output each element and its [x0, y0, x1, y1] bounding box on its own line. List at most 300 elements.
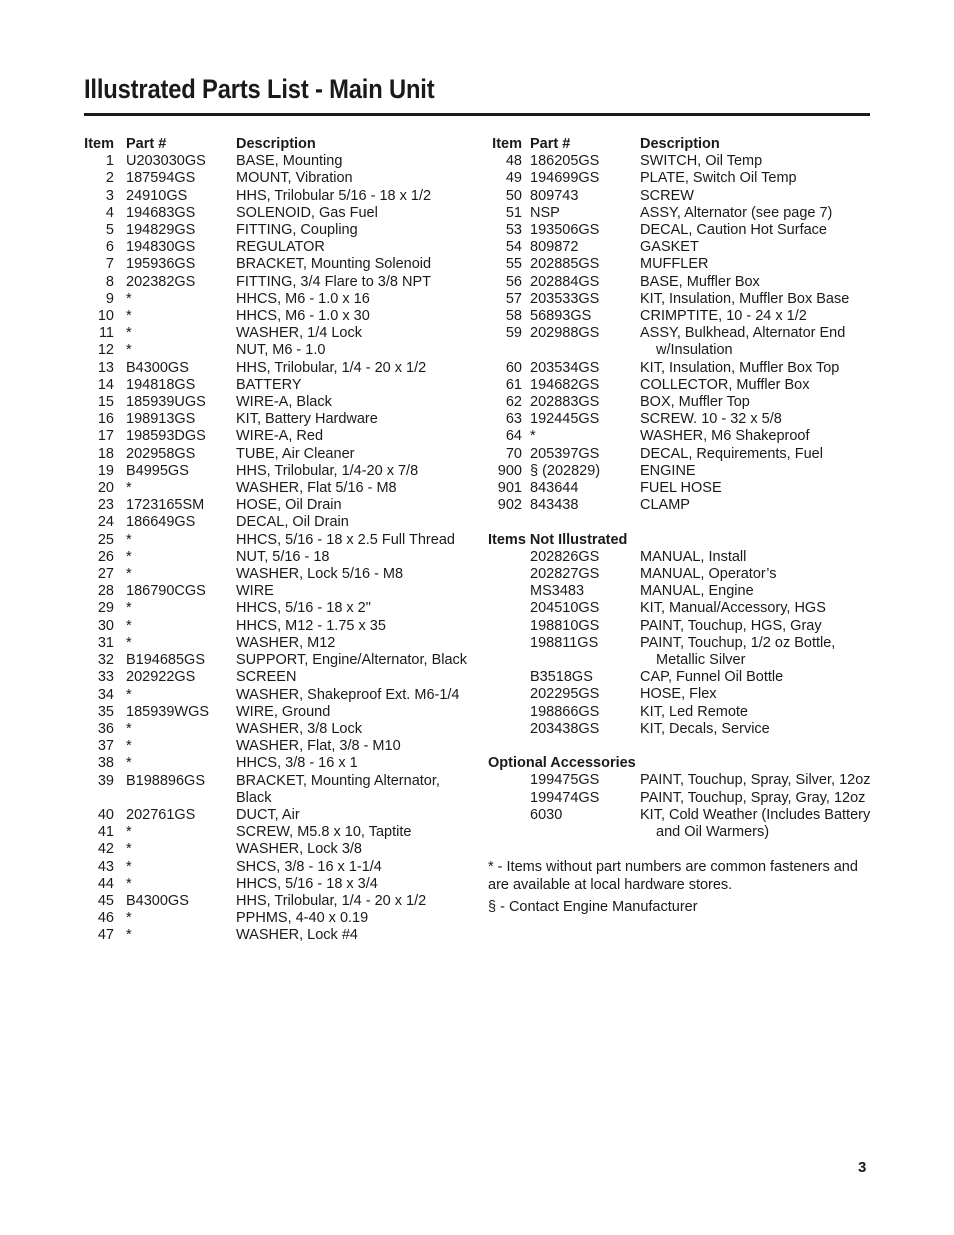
- part-description: SCREW: [640, 187, 694, 204]
- part-description: HHCS, 5/16 - 18 x 2.5 Full Thread: [236, 531, 455, 548]
- part-number: 186649GS: [126, 514, 196, 531]
- item-number: 70: [505, 445, 522, 462]
- optional-accessories-heading: Optional Accessories: [488, 755, 636, 772]
- part-description: MANUAL, Install: [640, 548, 747, 565]
- parts-column-right: [488, 136, 873, 920]
- item-number: 19: [97, 462, 114, 479]
- table-row: [84, 618, 464, 635]
- part-number: 202922GS: [126, 669, 196, 686]
- table-row: [488, 308, 873, 325]
- item-number: 41: [97, 824, 114, 841]
- table-row: [84, 170, 464, 187]
- part-description: HHS, Trilobular, 1/4 - 20 x 1/2: [236, 892, 427, 909]
- part-description: KIT, Cold Weather (Includes Battery: [640, 806, 871, 823]
- part-number: 202884GS: [530, 273, 600, 290]
- part-description: BOX, Muffler Top: [640, 394, 750, 411]
- part-description: KIT, Led Remote: [640, 703, 748, 720]
- part-description: HHCS, 5/16 - 18 x 3/4: [236, 875, 378, 892]
- table-row: [488, 188, 873, 205]
- item-number: 902: [497, 497, 522, 514]
- item-number: 58: [505, 308, 522, 325]
- part-description: WASHER, 1/4 Lock: [236, 325, 362, 342]
- table-header: [488, 136, 873, 153]
- part-number: 199474GS: [530, 789, 600, 806]
- table-row: [84, 566, 464, 583]
- table-row: [84, 859, 464, 876]
- part-number: *: [126, 720, 132, 737]
- item-number: 4: [105, 204, 114, 221]
- table-row: [84, 807, 464, 824]
- table-header: [84, 136, 464, 153]
- part-number: 198913GS: [126, 411, 196, 428]
- part-description: SHCS, 3/8 - 16 x 1-1/4: [236, 858, 382, 875]
- item-number: 23: [97, 497, 114, 514]
- part-description: WIRE: [236, 583, 274, 600]
- part-description: KIT, Battery Hardware: [236, 411, 378, 428]
- table-row: [488, 669, 873, 686]
- part-number: *: [126, 875, 132, 892]
- item-number: 34: [97, 686, 114, 703]
- table-row: [84, 188, 464, 205]
- part-description: WASHER, M12: [236, 634, 336, 651]
- part-number: *: [126, 858, 132, 875]
- part-number: *: [126, 342, 132, 359]
- item-number: 51: [505, 204, 522, 221]
- header-part: Part #: [530, 136, 571, 152]
- table-row: [84, 773, 464, 790]
- header-item: Item: [492, 136, 522, 152]
- item-number: 57: [505, 290, 522, 307]
- part-description: HOSE, Oil Drain: [236, 497, 342, 514]
- part-description: CLAMP: [640, 497, 690, 514]
- table-row: [84, 600, 464, 617]
- part-number: B198896GS: [126, 772, 206, 789]
- item-number: 40: [97, 806, 114, 823]
- part-number: § (202829): [530, 462, 601, 479]
- item-number: 26: [97, 548, 114, 565]
- header-description: Description: [640, 136, 720, 152]
- part-description: WASHER, 3/8 Lock: [236, 720, 362, 737]
- part-number: 186790CGS: [126, 583, 206, 600]
- part-description: WIRE, Ground: [236, 703, 331, 720]
- not-illustrated-list: [488, 549, 873, 738]
- part-description: WASHER, Shakeproof Ext. M6-1/4: [236, 686, 460, 703]
- table-row: [488, 549, 873, 566]
- part-description: FITTING, 3/4 Flare to 3/8 NPT: [236, 273, 431, 290]
- table-row: [84, 205, 464, 222]
- part-description: FUEL HOSE: [640, 480, 722, 497]
- parts-list-right: [488, 153, 873, 514]
- part-number: *: [126, 824, 132, 841]
- parts-column-left: [84, 136, 468, 945]
- item-number: 63: [505, 411, 522, 428]
- table-row: [488, 583, 873, 600]
- part-description: PLATE, Switch Oil Temp: [640, 170, 797, 187]
- table-row: [488, 600, 873, 617]
- table-row: [84, 325, 464, 342]
- table-row: [84, 549, 464, 566]
- part-description: KIT, Insulation, Muffler Box Base: [640, 290, 850, 307]
- part-number: 204510GS: [530, 600, 600, 617]
- part-description: KIT, Insulation, Muffler Box Top: [640, 359, 840, 376]
- item-number: 28: [97, 583, 114, 600]
- part-description: MANUAL, Engine: [640, 583, 754, 600]
- table-row: [488, 360, 873, 377]
- part-description: DUCT, Air: [236, 806, 300, 823]
- item-number: 30: [97, 617, 114, 634]
- table-row: [84, 463, 464, 480]
- part-description: DECAL, Oil Drain: [236, 514, 349, 531]
- table-row: [84, 755, 464, 772]
- item-number: 12: [97, 342, 114, 359]
- part-description: HHCS, M12 - 1.75 x 35: [236, 617, 386, 634]
- part-number: 809872: [530, 239, 579, 256]
- item-number: 8: [105, 273, 114, 290]
- part-number: 202885GS: [530, 256, 600, 273]
- header-description: Description: [236, 136, 316, 152]
- footnote-fasteners: * - Items without part numbers are common fasteners and are available at local hardware stores.: [488, 859, 858, 894]
- table-row: [488, 480, 873, 497]
- part-number: 186205GS: [530, 153, 600, 170]
- part-number: 194830GS: [126, 239, 196, 256]
- part-description: WASHER, Lock 5/16 - M8: [236, 566, 404, 583]
- part-description: FITTING, Coupling: [236, 222, 358, 239]
- part-number: *: [126, 617, 132, 634]
- part-number: *: [126, 927, 132, 944]
- table-row: [84, 669, 464, 686]
- part-number: B4300GS: [126, 359, 189, 376]
- part-description: MANUAL, Operator’s: [640, 566, 777, 583]
- item-number: 32: [97, 652, 114, 669]
- part-number: *: [126, 755, 132, 772]
- item-number: 33: [97, 669, 114, 686]
- item-number: 47: [97, 927, 114, 944]
- page-number: 3: [858, 1159, 867, 1176]
- table-row: [488, 377, 873, 394]
- part-description: CRIMPTITE, 10 - 24 x 1/2: [640, 308, 807, 325]
- table-row: [84, 291, 464, 308]
- table-row: [84, 583, 464, 600]
- item-number: 900: [497, 462, 522, 479]
- header-item: Item: [84, 136, 114, 152]
- table-row: [488, 428, 873, 445]
- part-number: 194682GS: [530, 376, 600, 393]
- item-number: 64: [505, 428, 522, 445]
- part-number: *: [126, 531, 132, 548]
- part-description: CAP, Funnel Oil Bottle: [640, 669, 784, 686]
- table-row: [488, 325, 873, 342]
- item-number: 13: [97, 359, 114, 376]
- part-description: SUPPORT, Engine/Alternator, Black: [236, 652, 468, 669]
- table-row: [488, 721, 873, 738]
- part-number: 194699GS: [530, 170, 600, 187]
- part-number: 843644: [530, 480, 579, 497]
- table-row: [488, 618, 873, 635]
- part-description: MUFFLER: [640, 256, 709, 273]
- table-row: [84, 274, 464, 291]
- item-number: 901: [497, 480, 522, 497]
- part-number: *: [126, 686, 132, 703]
- item-number: 49: [505, 170, 522, 187]
- part-description: COLLECTOR, Muffler Box: [640, 376, 810, 393]
- part-number: 203534GS: [530, 359, 600, 376]
- item-number: 15: [97, 394, 114, 411]
- part-description-continued: Black: [236, 789, 272, 806]
- table-row: [488, 170, 873, 187]
- item-number: 36: [97, 720, 114, 737]
- table-row: [488, 394, 873, 411]
- part-number: 185939WGS: [126, 703, 210, 720]
- part-number: 202827GS: [530, 566, 600, 583]
- parts-list-left: [84, 153, 468, 944]
- part-number: *: [126, 600, 132, 617]
- part-number: 203438GS: [530, 720, 600, 737]
- part-number: 202295GS: [530, 686, 600, 703]
- part-number: 1723165SM: [126, 497, 205, 514]
- part-description: WASHER, Flat, 3/8 - M10: [236, 738, 401, 755]
- item-number: 25: [97, 531, 114, 548]
- part-number: 202382GS: [126, 273, 196, 290]
- optional-accessories-list: [488, 772, 873, 841]
- table-row: [84, 428, 464, 445]
- part-description: KIT, Decals, Service: [640, 720, 770, 737]
- item-number: 35: [97, 703, 114, 720]
- table-row: [84, 687, 464, 704]
- table-row: [84, 532, 464, 549]
- table-row: [84, 256, 464, 273]
- item-number: 11: [98, 325, 114, 342]
- part-description: SCREEN: [236, 669, 297, 686]
- part-number: 198811GS: [530, 634, 599, 651]
- table-row: [84, 841, 464, 858]
- part-number: MS3483: [530, 583, 585, 600]
- item-number: 42: [97, 841, 114, 858]
- item-number: 9: [105, 290, 114, 307]
- item-number: 18: [97, 445, 114, 462]
- item-number: 50: [505, 187, 522, 204]
- item-number: 48: [505, 153, 522, 170]
- item-number: 27: [97, 566, 114, 583]
- part-number: 185939UGS: [126, 394, 206, 411]
- part-description: DECAL, Requirements, Fuel: [640, 445, 823, 462]
- table-row: [488, 291, 873, 308]
- part-description: DECAL, Caution Hot Surface: [640, 222, 827, 239]
- part-description: MOUNT, Vibration: [236, 170, 353, 187]
- part-number: *: [126, 290, 132, 307]
- part-number: B4995GS: [126, 462, 189, 479]
- item-number: 29: [97, 600, 114, 617]
- part-number: 199475GS: [530, 772, 600, 789]
- item-number: 17: [97, 428, 114, 445]
- part-description: WASHER, Lock #4: [236, 927, 358, 944]
- part-description: WIRE-A, Black: [236, 394, 332, 411]
- table-row: [84, 480, 464, 497]
- part-number: B4300GS: [126, 892, 189, 909]
- part-number: *: [126, 634, 132, 651]
- part-number: 198810GS: [530, 617, 600, 634]
- part-description: REGULATOR: [236, 239, 325, 256]
- part-number: 194683GS: [126, 204, 196, 221]
- part-description: TUBE, Air Cleaner: [236, 445, 355, 462]
- table-row: [488, 274, 873, 291]
- part-description: HHS, Trilobular 5/16 - 18 x 1/2: [236, 187, 432, 204]
- table-row: [84, 342, 464, 359]
- part-number: 193506GS: [530, 222, 600, 239]
- item-number: 14: [97, 376, 114, 393]
- part-number: *: [126, 910, 132, 927]
- table-row: [488, 153, 873, 170]
- part-number: 202988GS: [530, 325, 600, 342]
- title-rule: [84, 113, 870, 116]
- part-description: HHCS, 3/8 - 16 x 1: [236, 755, 358, 772]
- page-title: Illustrated Parts List - Main Unit: [84, 74, 435, 104]
- table-row: [84, 377, 464, 394]
- part-description: BASE, Mounting: [236, 153, 343, 170]
- part-number: 192445GS: [530, 411, 600, 428]
- part-number: 194829GS: [126, 222, 196, 239]
- item-number: 20: [97, 480, 114, 497]
- item-number: 45: [97, 892, 114, 909]
- part-description: BRACKET, Mounting Solenoid: [236, 256, 432, 273]
- part-number: 809743: [530, 187, 579, 204]
- part-number: U203030GS: [126, 153, 206, 170]
- footnote-engine: § - Contact Engine Manufacturer: [488, 899, 698, 916]
- part-description: HHCS, M6 - 1.0 x 16: [236, 290, 370, 307]
- table-row: [84, 308, 464, 325]
- table-row: [84, 910, 464, 927]
- table-row: [488, 566, 873, 583]
- part-description: WASHER, Lock 3/8: [236, 841, 362, 858]
- table-row: [488, 635, 873, 652]
- part-description: SCREW, M5.8 x 10, Taptite: [236, 824, 412, 841]
- item-number: 7: [105, 256, 114, 273]
- item-number: 3: [105, 187, 114, 204]
- item-number: 59: [505, 325, 522, 342]
- table-row: [84, 652, 468, 669]
- table-row: [84, 927, 464, 944]
- not-illustrated-heading: Items Not Illustrated: [488, 531, 628, 548]
- part-description: HHCS, 5/16 - 18 x 2": [236, 600, 371, 617]
- part-description: ASSY, Bulkhead, Alternator End: [640, 325, 846, 342]
- part-description-continued: w/Insulation: [656, 342, 733, 359]
- part-number: 56893GS: [530, 308, 592, 325]
- table-row: [84, 824, 464, 841]
- part-description: HHS, Trilobular, 1/4-20 x 7/8: [236, 462, 419, 479]
- part-number: 194818GS: [126, 376, 196, 393]
- table-row: [84, 876, 464, 893]
- part-description: NUT, M6 - 1.0: [236, 342, 326, 359]
- part-description: BRACKET, Mounting Alternator,: [236, 772, 440, 789]
- table-row: [488, 686, 873, 703]
- item-number: 46: [97, 910, 114, 927]
- part-description: PAINT, Touchup, HGS, Gray: [640, 617, 822, 634]
- table-row: [84, 360, 464, 377]
- part-number: 202826GS: [530, 548, 600, 565]
- part-description: PAINT, Touchup, Spray, Silver, 12oz: [640, 772, 871, 789]
- table-row: [84, 222, 464, 239]
- part-description: KIT, Manual/Accessory, HGS: [640, 600, 826, 617]
- part-number: NSP: [530, 204, 560, 221]
- part-description: BASE, Muffler Box: [640, 273, 760, 290]
- header-part: Part #: [126, 136, 167, 152]
- part-number: 843438: [530, 497, 579, 514]
- part-number: B3518GS: [530, 669, 593, 686]
- part-number: 203533GS: [530, 290, 600, 307]
- part-number: *: [126, 566, 132, 583]
- part-description: ASSY, Alternator (see page 7): [640, 204, 833, 221]
- item-number: 53: [505, 222, 522, 239]
- part-number: *: [126, 841, 132, 858]
- item-number: 1: [105, 153, 114, 170]
- footnotes: [488, 858, 873, 916]
- table-row: [84, 738, 464, 755]
- table-row: [84, 153, 464, 170]
- part-description: WIRE-A, Red: [236, 428, 324, 445]
- part-number: *: [126, 548, 132, 565]
- item-number: 2: [105, 170, 114, 187]
- part-number: 198866GS: [530, 703, 600, 720]
- table-row: [488, 807, 873, 824]
- part-number: 187594GS: [126, 170, 196, 187]
- part-description: SCREW. 10 - 32 x 5/8: [640, 411, 782, 428]
- table-row: [84, 239, 464, 256]
- part-description: PAINT, Touchup, Spray, Gray, 12oz: [640, 789, 866, 806]
- table-row: [488, 497, 873, 514]
- part-number: 202761GS: [126, 806, 196, 823]
- item-number: 43: [97, 858, 114, 875]
- part-description: PPHMS, 4-40 x 0.19: [236, 910, 369, 927]
- part-number: 195936GS: [126, 256, 196, 273]
- table-row: [84, 893, 464, 910]
- part-description: SWITCH, Oil Temp: [640, 153, 763, 170]
- item-number: 16: [97, 411, 114, 428]
- part-number: 24910GS: [126, 187, 188, 204]
- part-number: 205397GS: [530, 445, 600, 462]
- table-row: [84, 394, 464, 411]
- table-row: [84, 721, 464, 738]
- part-description: BATTERY: [236, 376, 302, 393]
- part-number: 198593DGS: [126, 428, 206, 445]
- table-row: [488, 411, 873, 428]
- table-row: [84, 514, 464, 531]
- item-number: 39: [97, 772, 114, 789]
- table-row: [84, 411, 464, 428]
- table-row: [488, 222, 873, 239]
- part-number: 202958GS: [126, 445, 196, 462]
- part-number: *: [126, 738, 132, 755]
- table-row: [488, 790, 873, 807]
- part-description: HOSE, Flex: [640, 686, 717, 703]
- table-row: [84, 704, 464, 721]
- part-description-continued: and Oil Warmers): [656, 824, 770, 841]
- part-description: HHCS, M6 - 1.0 x 30: [236, 308, 370, 325]
- item-number: 6: [105, 239, 114, 256]
- item-number: 37: [97, 738, 114, 755]
- item-number: 31: [97, 634, 114, 651]
- item-number: 56: [505, 273, 522, 290]
- part-description: ENGINE: [640, 462, 696, 479]
- table-row: [488, 463, 873, 480]
- item-number: 44: [97, 875, 114, 892]
- item-number: 55: [505, 256, 522, 273]
- part-description: PAINT, Touchup, 1/2 oz Bottle,: [640, 634, 836, 651]
- part-number: *: [530, 428, 536, 445]
- item-number: 5: [105, 222, 114, 239]
- table-row: [488, 239, 873, 256]
- item-number: 62: [505, 394, 522, 411]
- table-row: [488, 704, 873, 721]
- item-number: 24: [97, 514, 114, 531]
